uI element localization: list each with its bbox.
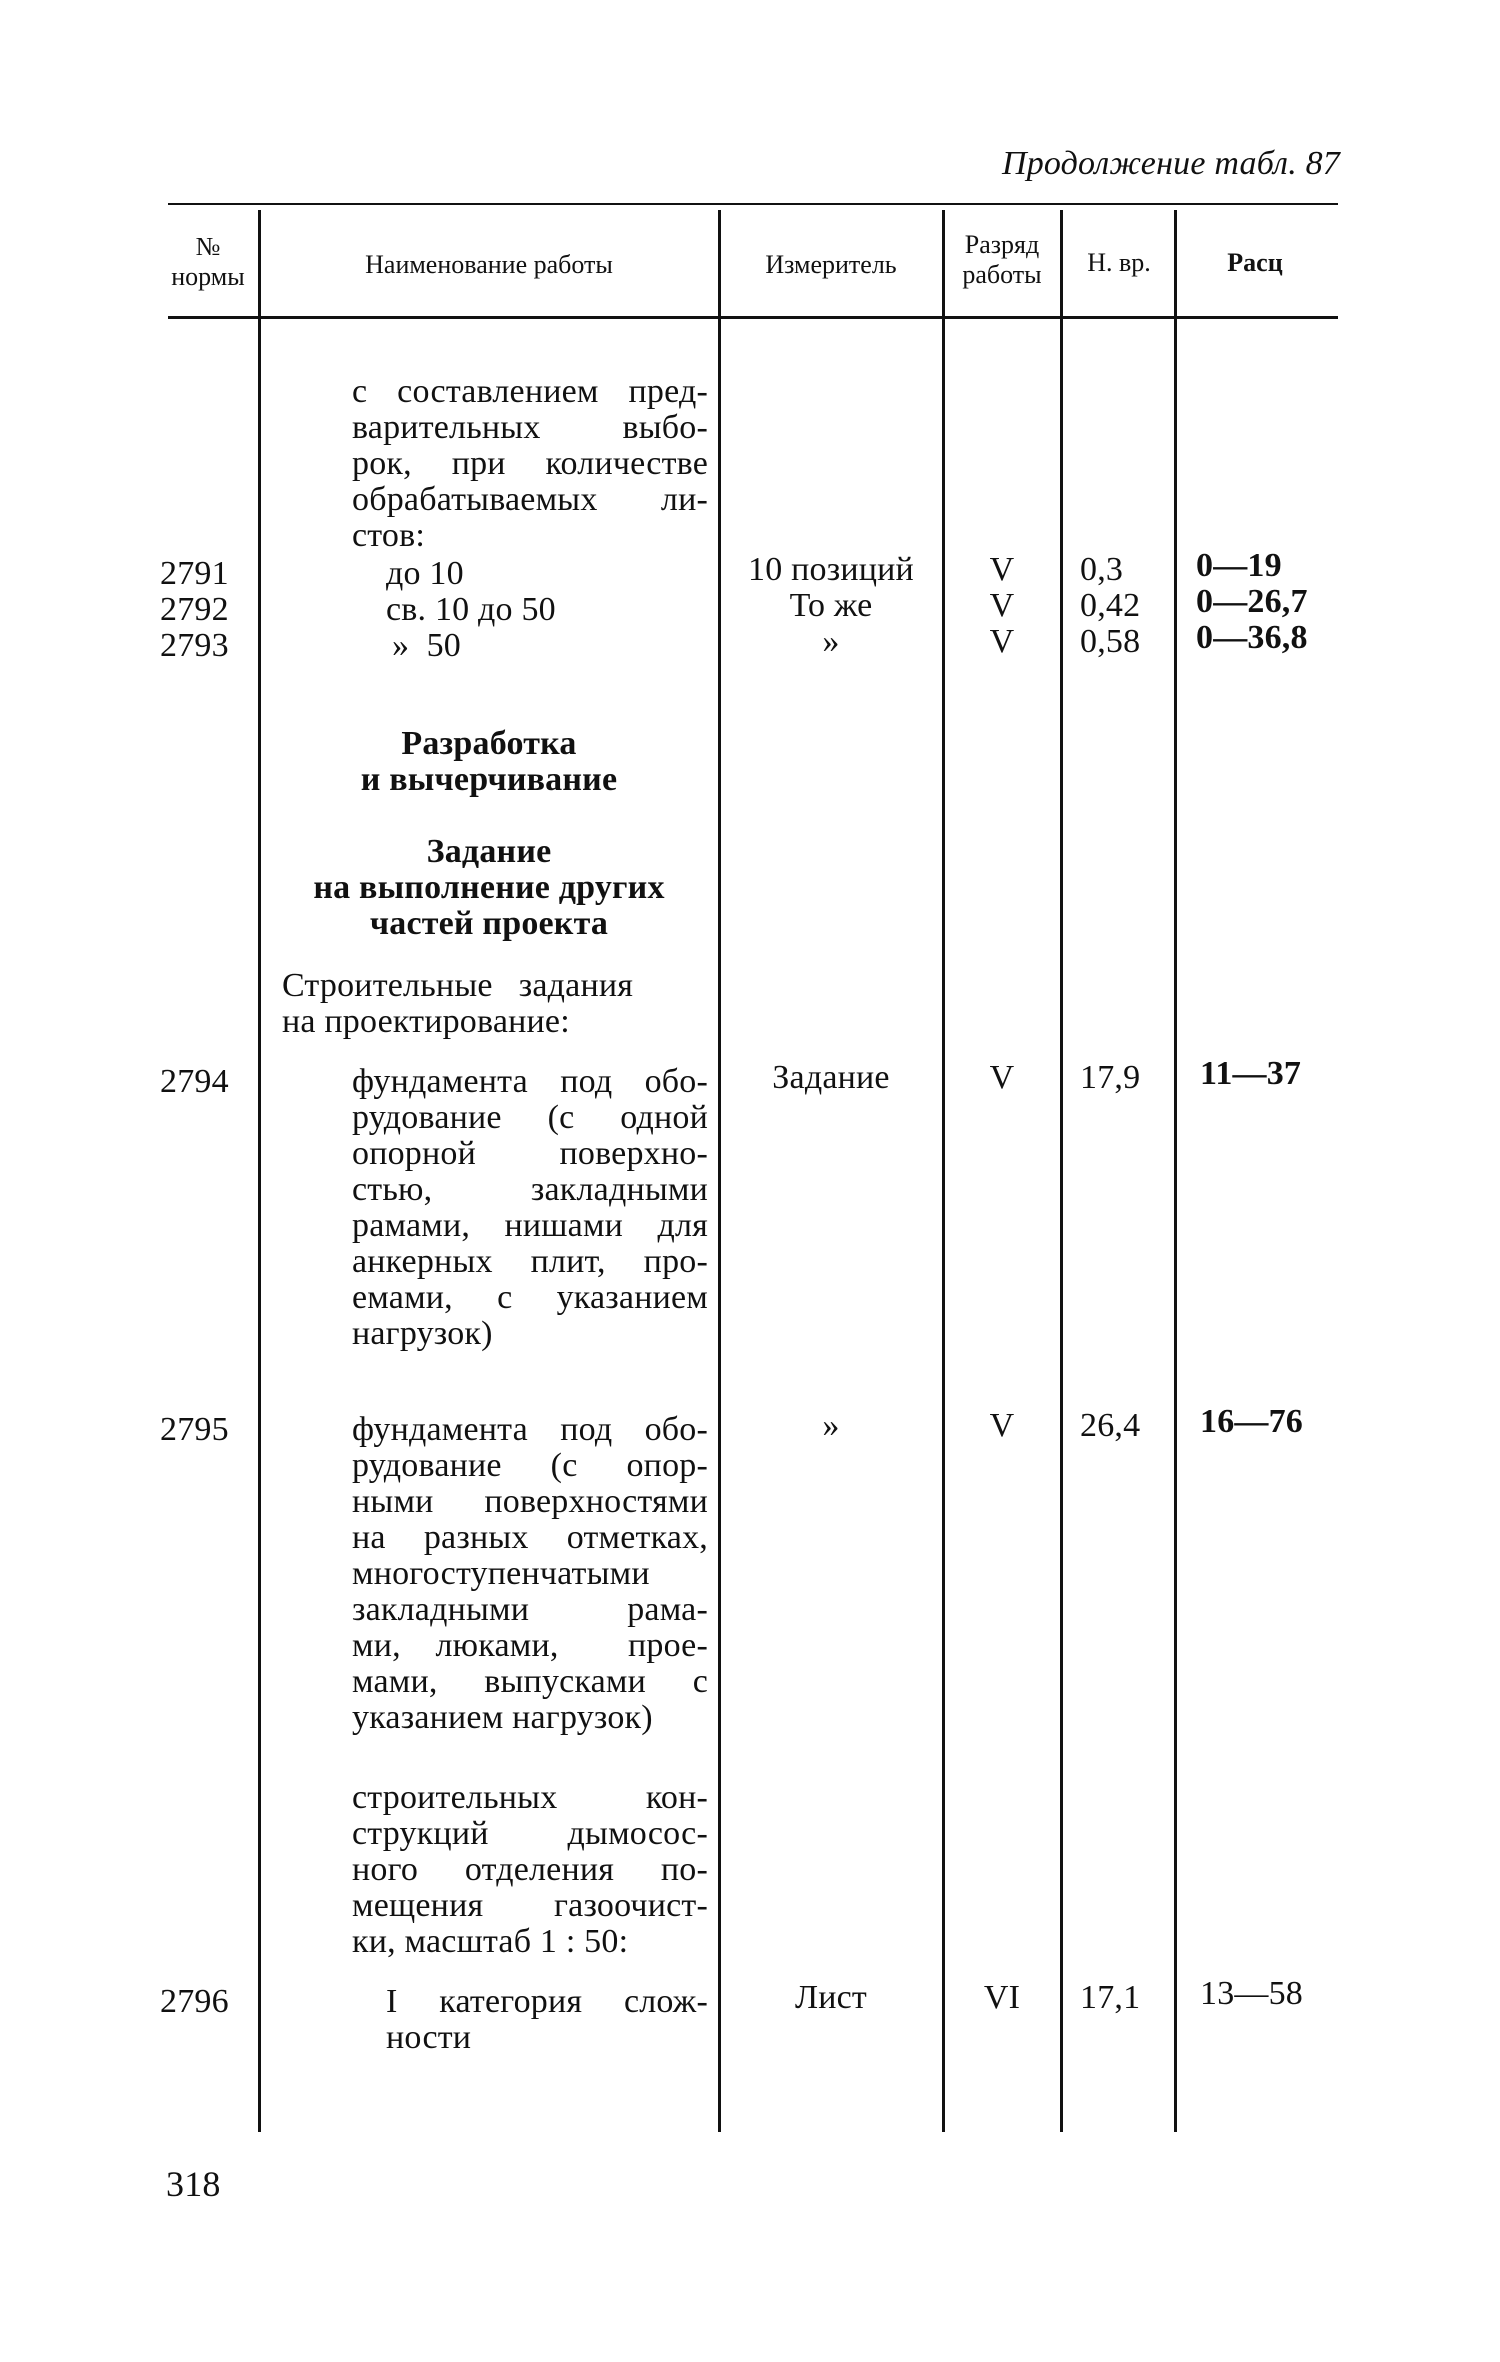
work-name-line: фундамента под обо- [352,1063,708,1100]
group-heading [282,968,706,1040]
grade-value: V [989,587,1015,624]
header-grade [944,230,1060,290]
intro-line: варительных выбо- [352,409,708,446]
grade-value: V [989,623,1015,660]
intro-line: с составлением пред- [352,373,708,410]
header-unit: Измеритель [765,250,897,279]
group2-heading-line: мещения газоочист- [352,1887,708,1924]
work-name-line: ми, люками, прое- [352,1627,708,1664]
group-heading-line: на проектирование: [282,1003,570,1040]
units-group-a [722,552,940,660]
column-divider-3 [942,210,945,2132]
intro-line: рок, при количестве [352,445,708,482]
intro-line: стов: [352,517,426,554]
header-time-norm: Н. вр. [1087,248,1151,277]
header-rate: Расц [1227,248,1283,277]
norm-numbers-group-a [160,556,250,664]
work-name: до 10 [386,555,464,592]
work-name-line: опорной поверхно- [352,1135,708,1172]
header-grade-line1: Разряд [964,230,1040,259]
work-name-2796 [386,1984,708,2056]
page-number: 318 [166,2164,221,2204]
header-norm-no-line2: нормы [171,262,245,291]
norm-number: 2792 [160,591,229,628]
group2-heading-line: струкций дымосос- [352,1815,708,1852]
rate-2796: 13—58 [1200,1975,1303,2012]
unit-value: То же [789,587,873,624]
table-top-rule [168,203,1338,205]
work-name-line: рудование (с одной [352,1099,708,1136]
grade-2796: VI [983,1979,1021,2016]
column-divider-5 [1174,210,1177,2132]
norm-number: 2793 [160,627,229,664]
intro-line: обрабатываемых ли- [352,481,708,518]
work-name-line: мами, выпусками с [352,1663,708,1700]
header-grade-line2: работы [962,260,1042,289]
header-norm-no-line1: № [195,232,221,261]
work-name-line: нагрузок) [352,1315,493,1352]
subsection-heading-line: частей проекта [369,905,609,942]
unit-2796: Лист [794,1979,867,2016]
work-name-line: рудование (с опор- [352,1447,708,1484]
work-names-group-a [386,556,706,664]
group2-heading-line: ного отделения по- [352,1851,708,1888]
subsection-heading-line: на выполнение других [313,869,665,906]
rate-2795: 16—76 [1200,1403,1303,1440]
subsection-heading [262,834,716,942]
work-name-line: емами, с указанием [352,1279,708,1316]
rate-value: 0—19 [1196,547,1282,584]
time-value: 0,3 [1080,551,1124,588]
grade-value: V [989,551,1015,588]
time-2795: 26,4 [1080,1407,1141,1444]
work-name-line: ными поверхностями [352,1483,708,1520]
header-work-name: Наименование работы [365,250,613,279]
work-name-line: рамами, нишами для [352,1207,708,1244]
rate-value: 0—26,7 [1196,583,1308,620]
grades-group-a [946,552,1058,660]
group2-heading [352,1780,708,1960]
rates-group-a [1196,548,1336,656]
table-header-rule [168,316,1338,319]
work-name-line: анкерных плит, про- [352,1243,708,1280]
time-2794: 17,9 [1080,1059,1141,1096]
group2-heading-line: строительных кон- [352,1779,708,1816]
time-value: 0,42 [1080,587,1141,624]
intro-paragraph [352,374,708,554]
header-norm-no [160,232,256,292]
unit-value: 10 позиций [748,551,914,588]
grade-2795: V [989,1407,1015,1444]
time-2796: 17,1 [1080,1979,1141,2016]
column-divider-1 [258,210,261,2132]
work-name-line: на разных отметках, [352,1519,708,1556]
unit-2794: Задание [772,1059,890,1096]
norm-number-2795: 2795 [160,1411,229,1448]
section-heading [262,726,716,798]
work-name-line: многоступенчатыми [352,1555,650,1592]
unit-value: » [822,623,840,660]
work-name-line: ности [386,2019,472,2056]
section-heading-line: и вычерчивание [360,761,618,798]
norm-number: 2791 [160,555,229,592]
work-name-2795 [352,1412,708,1736]
unit-2795: » [822,1407,840,1444]
grade-2794: V [989,1059,1015,1096]
column-divider-2 [718,210,721,2132]
work-name-line: I категория слож- [386,1983,708,2020]
work-name-line: фундамента под обо- [352,1411,708,1448]
rate-2794: 11—37 [1200,1055,1302,1092]
column-divider-4 [1060,210,1063,2132]
work-name: » 50 [392,627,461,664]
time-value: 0,58 [1080,623,1141,660]
norm-number-2794: 2794 [160,1063,229,1100]
subsection-heading-line: Задание [426,833,552,870]
times-group-a [1080,552,1172,660]
work-name-2794 [352,1064,708,1352]
group2-heading-line: ки, масштаб 1 : 50: [352,1923,629,1960]
table-continuation-caption: Продолжение табл. 87 [1001,145,1340,182]
work-name-line: стью, закладными [352,1171,708,1208]
section-heading-line: Разработка [401,725,577,762]
work-name: св. 10 до 50 [386,591,556,628]
norm-number-2796: 2796 [160,1983,229,2020]
rate-value: 0—36,8 [1196,619,1308,656]
work-name-line: указанием нагрузок) [352,1699,653,1736]
group-heading-line: Строительные задания [282,967,634,1004]
work-name-line: закладными рама- [352,1591,708,1628]
